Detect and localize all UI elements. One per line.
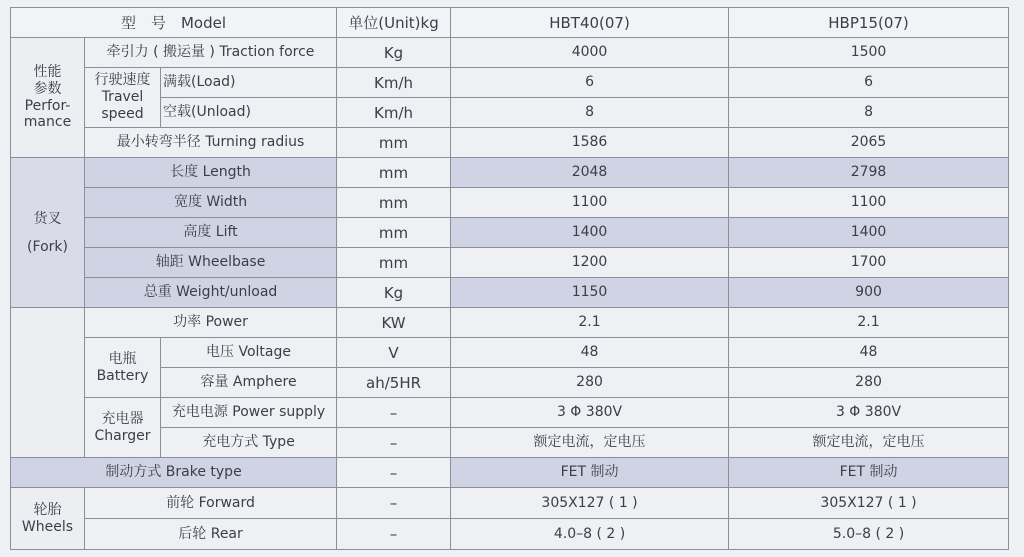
- row-unit: –: [337, 458, 451, 488]
- table-row: [11, 428, 1009, 458]
- table-row: [11, 218, 1009, 248]
- row-unit: Kg: [337, 38, 451, 68]
- row-value-1: 2.1: [451, 308, 729, 338]
- row-unit: mm: [337, 158, 451, 188]
- row-value-1: 48: [451, 338, 729, 368]
- row-value-1: 1150: [451, 278, 729, 308]
- row-unit: –: [337, 488, 451, 519]
- spec-sheet: [10, 7, 1008, 549]
- group-electrical: [11, 308, 85, 458]
- row-value-1: 4.0–8 ( 2 ): [451, 519, 729, 550]
- row-unit: mm: [337, 248, 451, 278]
- row-label: 轴距 Wheelbase: [85, 248, 337, 278]
- header-unit: 单位(Unit)kg: [337, 8, 451, 38]
- row-unit: ah/5HR: [337, 368, 451, 398]
- row-label: 电压 Voltage: [161, 338, 337, 368]
- row-value-1: 1586: [451, 128, 729, 158]
- row-label: 空载(Unload): [161, 98, 337, 128]
- header-model-1: HBT40(07): [451, 8, 729, 38]
- row-unit: Km/h: [337, 98, 451, 128]
- table-row: [11, 38, 1009, 68]
- row-value-2: 5.0–8 ( 2 ): [729, 519, 1009, 550]
- group-charger: 充电器 Charger: [85, 398, 161, 458]
- table-row: [11, 338, 1009, 368]
- row-value-1: 1100: [451, 188, 729, 218]
- row-value-1: 1400: [451, 218, 729, 248]
- row-value-2: 1500: [729, 38, 1009, 68]
- header-model: 型 号 Model: [11, 8, 337, 38]
- group-fork: 货叉 (Fork): [11, 158, 85, 308]
- table-row: [11, 519, 1009, 550]
- table-row: [11, 248, 1009, 278]
- header-model-2: HBP15(07): [729, 8, 1009, 38]
- row-unit: –: [337, 398, 451, 428]
- group-wheels: 轮胎 Wheels: [11, 488, 85, 550]
- row-unit: V: [337, 338, 451, 368]
- row-value-2: 48: [729, 338, 1009, 368]
- row-value-1: 3 Φ 380V: [451, 398, 729, 428]
- row-value-2: 6: [729, 68, 1009, 98]
- row-unit: KW: [337, 308, 451, 338]
- row-value-2: 305X127 ( 1 ): [729, 488, 1009, 519]
- row-label: 功率 Power: [85, 308, 337, 338]
- table-row: [11, 68, 1009, 98]
- row-label: 后轮 Rear: [85, 519, 337, 550]
- table-row: [11, 308, 1009, 338]
- header-row: [11, 8, 1009, 38]
- row-value-1: 280: [451, 368, 729, 398]
- row-value-1: 8: [451, 98, 729, 128]
- table-row: [11, 398, 1009, 428]
- table-row: [11, 188, 1009, 218]
- row-label: 宽度 Width: [85, 188, 337, 218]
- row-label: 充电方式 Type: [161, 428, 337, 458]
- row-value-1: FET 制动: [451, 458, 729, 488]
- row-label: 总重 Weight/unload: [85, 278, 337, 308]
- row-label: 前轮 Forward: [85, 488, 337, 519]
- row-value-1: 2048: [451, 158, 729, 188]
- row-unit: –: [337, 428, 451, 458]
- table-row: [11, 158, 1009, 188]
- row-value-2: 2798: [729, 158, 1009, 188]
- row-value-2: 额定电流，定电压: [729, 428, 1009, 458]
- row-label: 满载(Load): [161, 68, 337, 98]
- table-row: [11, 458, 1009, 488]
- group-travel-speed: 行驶速度 Travel speed: [85, 68, 161, 128]
- row-value-2: FET 制动: [729, 458, 1009, 488]
- row-unit: Km/h: [337, 68, 451, 98]
- row-label: 最小转弯半径 Turning radius: [85, 128, 337, 158]
- row-label: 长度 Length: [85, 158, 337, 188]
- row-unit: mm: [337, 188, 451, 218]
- row-label: 高度 Lift: [85, 218, 337, 248]
- row-label: 容量 Amphere: [161, 368, 337, 398]
- row-value-2: 900: [729, 278, 1009, 308]
- row-value-2: 2065: [729, 128, 1009, 158]
- row-value-1: 305X127 ( 1 ): [451, 488, 729, 519]
- row-unit: –: [337, 519, 451, 550]
- row-value-1: 1200: [451, 248, 729, 278]
- table-row: [11, 98, 1009, 128]
- row-value-2: 280: [729, 368, 1009, 398]
- table-row: [11, 368, 1009, 398]
- row-label: 制动方式 Brake type: [11, 458, 337, 488]
- row-value-2: 3 Φ 380V: [729, 398, 1009, 428]
- row-unit: mm: [337, 128, 451, 158]
- row-label: 充电电源 Power supply: [161, 398, 337, 428]
- spec-table: [10, 7, 1009, 550]
- table-row: [11, 128, 1009, 158]
- row-value-1: 4000: [451, 38, 729, 68]
- row-value-2: 1100: [729, 188, 1009, 218]
- row-value-1: 6: [451, 68, 729, 98]
- row-value-2: 1400: [729, 218, 1009, 248]
- row-value-2: 8: [729, 98, 1009, 128]
- row-label: 牵引力 ( 搬运量 ) Traction force: [85, 38, 337, 68]
- group-battery: 电瓶 Battery: [85, 338, 161, 398]
- row-value-2: 1700: [729, 248, 1009, 278]
- row-unit: Kg: [337, 278, 451, 308]
- table-row: [11, 278, 1009, 308]
- row-value-1: 额定电流，定电压: [451, 428, 729, 458]
- row-value-2: 2.1: [729, 308, 1009, 338]
- row-unit: mm: [337, 218, 451, 248]
- group-performance: 性能 参数 Perfor- mance: [11, 38, 85, 158]
- table-row: [11, 488, 1009, 519]
